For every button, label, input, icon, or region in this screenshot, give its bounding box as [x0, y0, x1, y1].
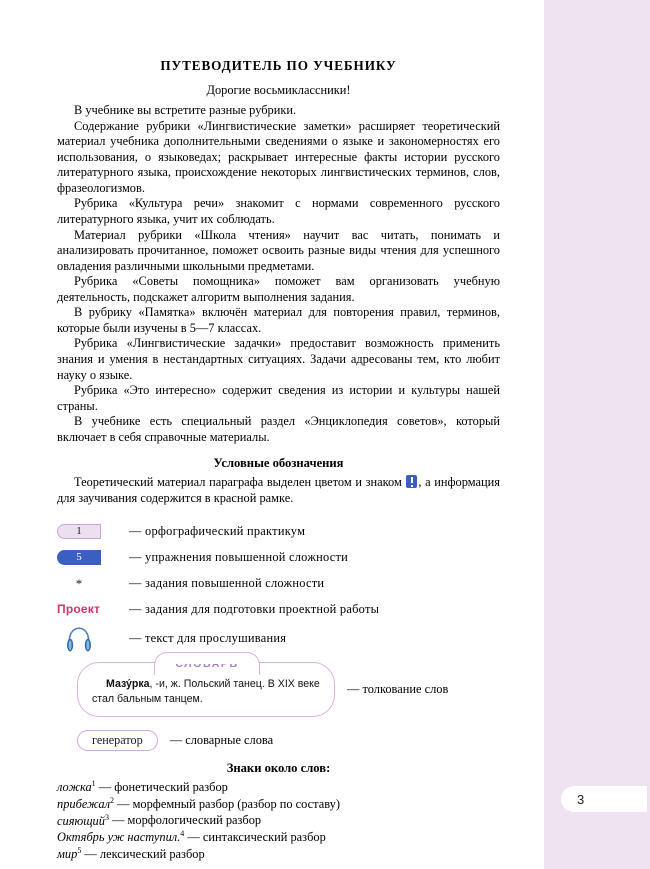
- sign-term-text: Октябрь уж наступил.: [57, 830, 181, 845]
- sign-superscript: 1: [91, 779, 96, 789]
- asterisk-icon: *: [75, 575, 83, 591]
- sign-description: — морфемный разбор (разбор по составу): [117, 796, 340, 811]
- intro-paragraph: В учебнике вы встретите разные рубрики.: [74, 103, 297, 117]
- sign-superscript: 3: [104, 812, 109, 822]
- legend-dash: —: [129, 523, 142, 538]
- intro-paragraph: Материал рубрики «Школа чтения» научит вас читать, понимать и анализировать прочитанное, поможет освоить разные виды чтения для успешного овладения различными школьными предметами.: [57, 227, 500, 273]
- dictionary-caption: — толкование слов: [347, 681, 449, 696]
- legend-item-label: текст для прослушивания: [145, 631, 287, 645]
- legend-item-label: орфографический практикум: [145, 523, 306, 538]
- sign-term-text: сияющий: [57, 813, 105, 828]
- legend-item-audio: [57, 624, 500, 654]
- project-label: Проект: [57, 602, 101, 616]
- legend-item-advanced-exercises: [57, 546, 500, 569]
- legend-item-orthography: [57, 520, 500, 543]
- intro-paragraph: Рубрика «Культура речи» знакомит с нормами современного русского литературного языка, учит их соблюдать.: [57, 196, 500, 226]
- dictionary-callout: [77, 662, 335, 718]
- advanced-exercise-badge: 5: [57, 550, 101, 565]
- sign-superscript: 4: [180, 829, 185, 839]
- legend-dash: —: [129, 601, 142, 616]
- legend-intro-paragraph: [57, 475, 500, 506]
- sign-term-text: ложка: [57, 780, 92, 795]
- legend-marker: [57, 577, 129, 590]
- sign-description: — синтаксический разбор: [187, 830, 326, 845]
- legend-item-project: [57, 598, 500, 621]
- intro-paragraph: В рубрику «Памятка» включён материал для повторения правил, терминов, которые были изучены в 5—7 классах.: [57, 305, 500, 335]
- dictionary-callout-wrapper: [57, 662, 500, 718]
- intro-paragraph: Содержание рубрики «Лингвистические заметки» расширяет теоретический материал учебника дополнительными сведениями о языке и закономерностях его использования, о языковедах; раскрывает интересные факты истории русского литературного языка, происхождение некоторых лингвистических терминов, слов, фразеологизмов.: [57, 118, 500, 195]
- legend-list: [57, 520, 500, 654]
- salutation: Дорогие восьмиклассники!: [206, 83, 351, 97]
- page-title: ПУТЕВОДИТЕЛЬ ПО УЧЕБНИКУ: [160, 58, 397, 73]
- legend-item-advanced-tasks: [57, 572, 500, 595]
- sign-item-syntactic: [57, 829, 500, 846]
- page-number: 3: [577, 791, 585, 807]
- signs-section-title: Знаки около слов:: [226, 761, 331, 776]
- decorative-side-band: [544, 0, 650, 869]
- intro-paragraph: Рубрика «Советы помощника» поможет вам организовать учебную деятельность, подскажет алгоритм выполнения задания.: [57, 274, 500, 304]
- sign-superscript: 5: [77, 845, 82, 855]
- headphones-icon: [57, 625, 101, 653]
- sign-term: [57, 797, 114, 811]
- dictionary-definition: , -и, ж. Польский танец. В XIX веке стал бальным танцем.: [92, 677, 320, 705]
- sign-description: — лексический разбор: [84, 846, 205, 861]
- vocabulary-row: [77, 730, 500, 751]
- legend-dash: —: [129, 575, 142, 590]
- sign-term: [57, 847, 81, 861]
- legend-marker: [57, 602, 129, 616]
- legend-item-label: упражнения повышенной сложности: [145, 549, 349, 564]
- sign-superscript: 2: [109, 795, 114, 805]
- sign-description: — фонетический разбор: [98, 780, 228, 795]
- dictionary-tab-mask: [156, 660, 256, 664]
- sign-term: [57, 830, 184, 844]
- sign-description: — морфологический разбор: [112, 813, 262, 828]
- legend-marker: [57, 625, 129, 653]
- legend-marker: [57, 550, 129, 565]
- exclamation-mark-icon: [406, 475, 417, 488]
- vocabulary-word-pill: генератор: [77, 730, 158, 751]
- sign-item-morphological: [57, 812, 500, 829]
- page-number-tab: [561, 786, 647, 812]
- legend-item-label: задания для подготовки проектной работы: [145, 601, 380, 616]
- sign-item-lexical: [57, 846, 500, 863]
- vocabulary-caption: — словарные слова: [169, 733, 274, 748]
- sign-term-text: прибежал: [57, 796, 110, 811]
- legend-item-label: задания повышенной сложности: [145, 575, 325, 590]
- sign-term-text: мир: [57, 846, 78, 861]
- dictionary-entry: [92, 677, 320, 708]
- legend-marker: [57, 524, 129, 539]
- sign-term: [57, 780, 96, 794]
- exercise-number-badge: 1: [57, 524, 101, 539]
- legend-intro-before: Теоретический материал параграфа выделен цветом и знаком: [74, 475, 402, 490]
- sign-item-phonetic: [57, 779, 500, 796]
- sign-term: [57, 814, 109, 828]
- legend-intro-after: , а информация для заучивания содержится в красной рамке.: [57, 475, 500, 505]
- legend-dash: —: [129, 631, 142, 645]
- intro-paragraph: Рубрика «Лингвистические задачки» предоставит возможность применить знания и умения в нестандартных ситуациях. Задачи адресованы тем, кто любит науку о языке.: [57, 336, 500, 382]
- intro-paragraph: В учебнике есть специальный раздел «Энциклопедия советов», который включает в себя справочные материалы.: [57, 414, 500, 444]
- legend-section-title: Условные обозначения: [213, 456, 344, 471]
- dictionary-headword: Мазу́рка: [106, 677, 150, 690]
- intro-paragraph: Рубрика «Это интересно» содержит сведения из истории и культуры нашей страны.: [57, 383, 500, 413]
- legend-dash: —: [129, 549, 142, 564]
- sign-item-morphemic: [57, 796, 500, 813]
